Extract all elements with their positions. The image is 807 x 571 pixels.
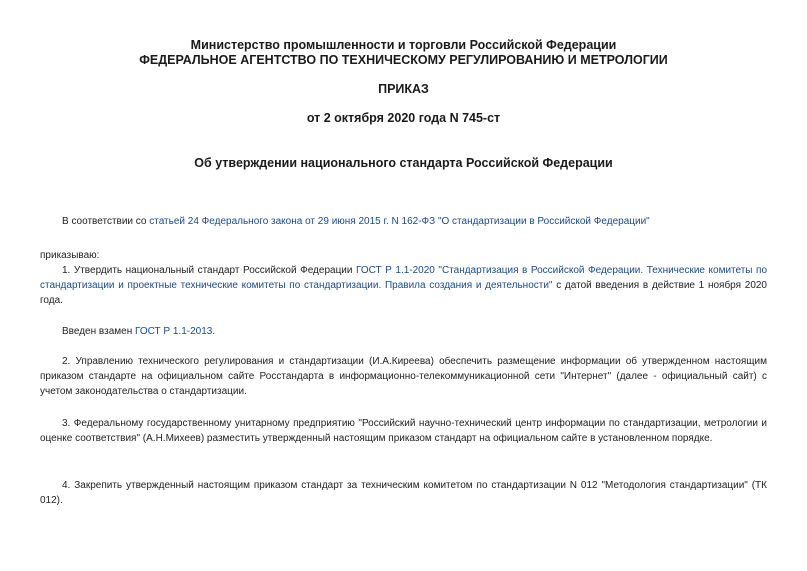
replaced-suffix: . xyxy=(212,326,216,337)
item-3-paragraph: 3. Федеральному государственному унитарному предприятию "Российский научно-технический центр информации по стандартизации, метрологии и оценке соответствия" (А.Н.Михеев) разместить утвержденный настоящим приказом стандарт на официальном сайте в установленном порядке. xyxy=(40,418,767,444)
document-type: ПРИКАЗ xyxy=(378,82,429,96)
item-1-paragraph xyxy=(40,263,767,308)
agency-name: ФЕДЕРАЛЬНОЕ АГЕНТСТВО ПО ТЕХНИЧЕСКОМУ РЕГУЛИРОВАНИЮ И МЕТРОЛОГИИ xyxy=(139,53,668,67)
document-date-number: от 2 октября 2020 года N 745-ст xyxy=(306,111,501,125)
replaced-prefix: Введен взамен xyxy=(62,326,135,337)
federal-law-link[interactable]: статьей 24 Федерального закона от 29 июня 2015 г. N 162-ФЗ "О стандартизации в Российской Федерации" xyxy=(149,216,650,227)
item-2-paragraph: 2. Управлению технического регулирования и стандартизации (И.А.Киреева) обеспечить размещение информации об утвержденном настоящим приказом стандарте на официальном сайте Росстандарта в информационно-телекоммуникационной сети "Интернет" (далее - официальный сайт) с учетом законодательства о стандартизации. xyxy=(40,356,767,397)
preamble-paragraph xyxy=(40,214,767,229)
preamble-prefix: В соответствии со xyxy=(62,216,150,227)
document-title: Об утверждении национального стандарта Российской Федерации xyxy=(194,156,613,170)
item-4-paragraph: 4. Закрепить утвержденный настоящим приказом стандарт за техническим комитетом по стандартизации N 012 "Методология стандартизации" (ТК 012). xyxy=(40,480,767,506)
ministry-name: Министерство промышленности и торговли Российской Федерации xyxy=(190,38,617,52)
replaced-paragraph xyxy=(40,324,767,339)
order-word: приказываю: xyxy=(40,250,100,261)
item-1-prefix: 1. Утвердить национальный стандарт Российской Федерации xyxy=(62,265,357,276)
gost-2013-link[interactable]: ГОСТ Р 1.1-2013 xyxy=(135,326,213,337)
gost-2020-link[interactable]: ГОСТ Р 1.1-2020 "Стандартизация в Российской Федерации. Технические комитеты по стандартизации и проектные технические комитеты по стандартизации. Правила создания и деятельности" xyxy=(40,265,768,291)
item-1-suffix: с датой введения в действие 1 ноября 2020 года. xyxy=(40,280,767,306)
